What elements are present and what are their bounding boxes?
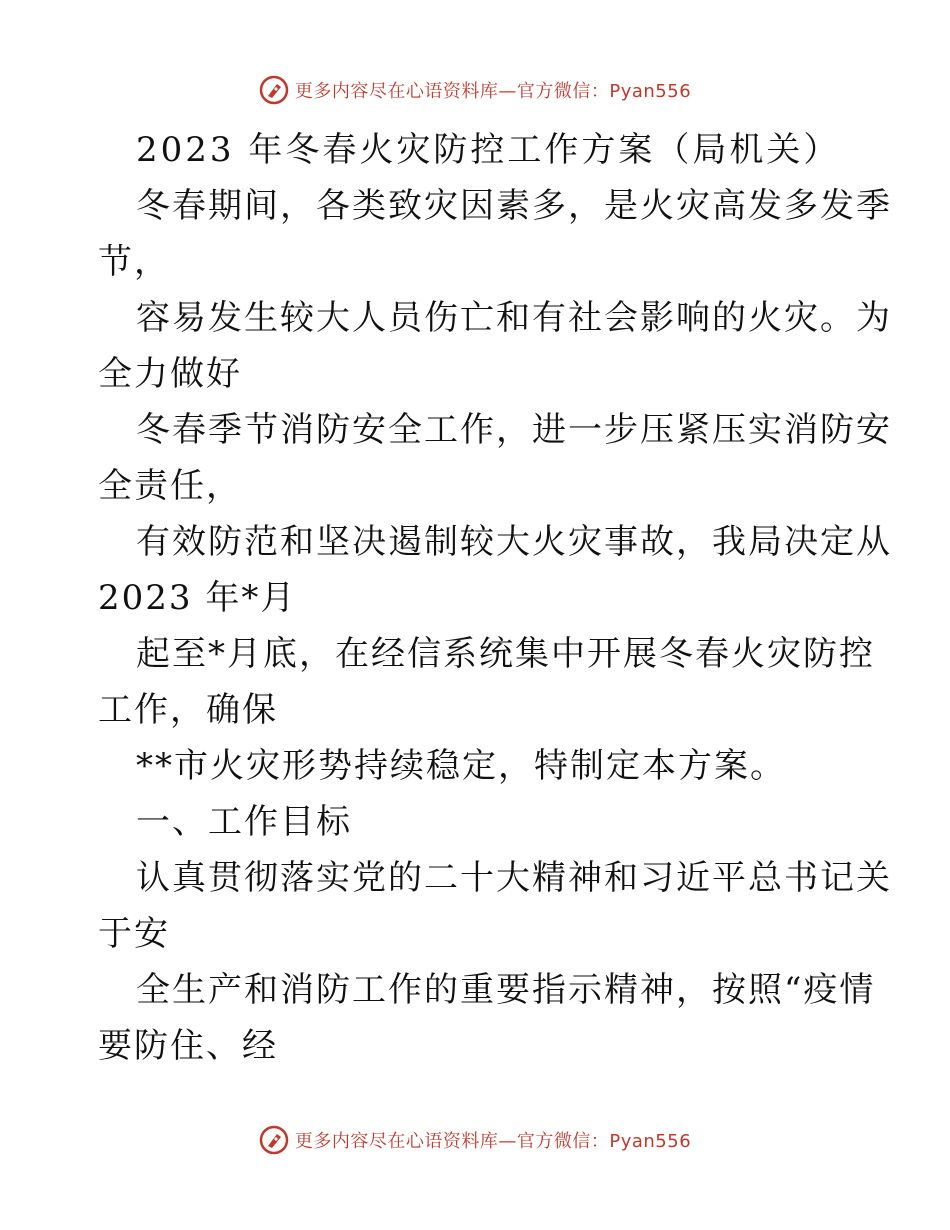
paragraph-line: 全责任， — [98, 466, 242, 506]
watermark-text: 更多内容尽在心语资料库—官方微信：Pyan556 — [294, 81, 692, 102]
paragraph-line: 冬春季节消防安全工作，进一步压紧压实消防安 — [136, 410, 892, 450]
pen-nib-logo-icon — [259, 75, 289, 105]
paragraph-line: 全生产和消防工作的重要指示精神，按照“疫情 — [136, 970, 876, 1010]
paragraph-line: 认真贯彻落实党的二十大精神和习近平总书记关 — [136, 858, 892, 898]
paragraph-line: **市火灾形势持续稳定，特制定本方案。 — [136, 746, 786, 786]
paragraph-line: 冬春期间，各类致灾因素多，是火灾高发多发季 — [136, 186, 892, 226]
header-watermark — [0, 70, 950, 110]
paragraph-line: 于安 — [98, 914, 170, 954]
paragraph-line: 起至*月底，在经信系统集中开展冬春火灾防控 — [136, 634, 875, 674]
document-body — [98, 122, 892, 1074]
footer-watermark — [0, 1120, 950, 1160]
section-heading: 一、工作目标 — [136, 802, 352, 842]
paragraph-line: 2023 年*月 — [98, 578, 297, 618]
paragraph-line: 节， — [98, 242, 170, 282]
paragraph-line: 容易发生较大人员伤亡和有社会影响的火灾。为 — [136, 298, 892, 338]
paragraph-line: 有效防范和坚决遏制较大火灾事故，我局决定从 — [136, 522, 892, 562]
document-title: 2023 年冬春火灾防控工作方案（局机关） — [136, 130, 841, 170]
watermark-text: 更多内容尽在心语资料库—官方微信：Pyan556 — [294, 1131, 692, 1152]
pen-nib-logo-icon — [259, 1125, 289, 1155]
paragraph-line: 工作，确保 — [98, 690, 278, 730]
paragraph-line: 全力做好 — [98, 354, 242, 394]
paragraph-line: 要防住、经 — [98, 1026, 278, 1066]
